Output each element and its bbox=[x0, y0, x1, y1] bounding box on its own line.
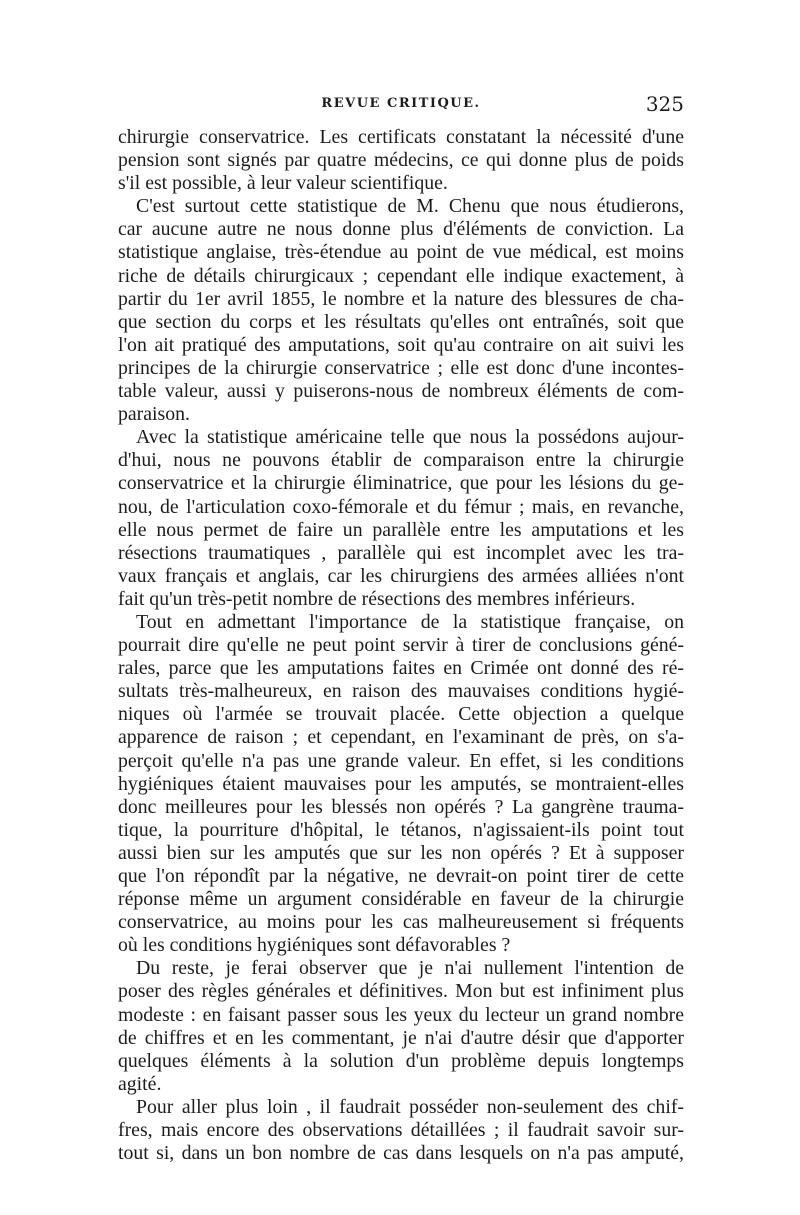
text-line: s'il est possible, à leur valeur scientifique. bbox=[118, 172, 448, 195]
text-line: pension sont signés par quatre médecins, ce qui donne plus de poids bbox=[118, 149, 684, 172]
text-line: car aucune autre ne nous donne plus d'éléments de conviction. La bbox=[118, 218, 684, 241]
running-title: REVUE CRITIQUE. bbox=[321, 96, 481, 111]
text-line: que l'on répondît par la négative, ne devrait-on point tirer de cette bbox=[118, 865, 684, 887]
text-line: Du reste, je ferai observer que je n'ai nullement l'intention de bbox=[136, 957, 684, 980]
text-line: d'hui, nous ne pouvons établir de comparaison entre la chirurgie bbox=[118, 449, 684, 472]
text-line: chirurgie conservatrice. Les certificats constatant la nécessité d'une bbox=[118, 126, 684, 148]
text-line: statistique anglaise, très-étendue au point de vue médical, est moins bbox=[118, 241, 684, 264]
text-line: où les conditions hygiéniques sont défavorables ? bbox=[118, 934, 511, 957]
text-line: C'est surtout cette statistique de M. Chenu que nous étudierons, bbox=[136, 195, 684, 218]
page-number: 325 bbox=[645, 92, 684, 116]
text-line: sultats très-malheureux, en raison des mauvaises conditions hygié- bbox=[118, 680, 684, 703]
text-line: nou, de l'articulation coxo-fémorale et du fémur ; mais, en revanche, bbox=[118, 495, 684, 518]
text-line: résections traumatiques , parallèle qui est incomplet avec les tra- bbox=[118, 541, 684, 564]
text-line: riche de détails chirurgicaux ; cependant elle indique exactement, à bbox=[118, 264, 684, 287]
text-line: partir du 1er avril 1855, le nombre et la nature des blessures de cha- bbox=[118, 287, 684, 310]
text-line: paraison. bbox=[118, 403, 190, 426]
text-line: conservatrice et la chirurgie éliminatrice, que pour les lésions du ge- bbox=[118, 472, 684, 495]
text-line: tique, la pourriture d'hôpital, le tétanos, n'agissaient-ils point tout bbox=[118, 818, 684, 841]
text-line: pourrait dire qu'elle ne peut point servir à tirer de conclusions géné- bbox=[118, 634, 684, 657]
text-line: quelques éléments à la solution d'un problème depuis longtemps bbox=[118, 1049, 684, 1072]
text-line: Pour aller plus loin , il faudrait posséder non-seulement des chif- bbox=[136, 1095, 684, 1118]
text-line: aussi bien sur les amputés que sur les non opérés ? Et à supposer bbox=[118, 841, 684, 864]
text-line: l'on ait pratiqué des amputations, soit qu'au contraire on ait suivi les bbox=[118, 333, 684, 356]
text-line: conservatrice, au moins pour les cas malheureusement si fréquents bbox=[118, 911, 684, 934]
text-line: fait qu'un très-petit nombre de résections des membres inférieurs. bbox=[118, 587, 636, 610]
text-line: fres, mais encore des observations détaillées ; il faudrait savoir sur- bbox=[118, 1119, 684, 1142]
text-line: elle nous permet de faire un parallèle entre les amputations et les bbox=[118, 518, 684, 541]
text-line: donc meilleures pour les blessés non opérés ? La gangrène trauma- bbox=[118, 795, 684, 818]
running-header bbox=[118, 92, 684, 120]
text-line: Tout en admettant l'importance de la statistique française, on bbox=[136, 610, 684, 633]
body-text bbox=[118, 126, 684, 1165]
text-line: hygiéniques étaient mauvaises pour les amputés, se montraient-elles bbox=[118, 772, 684, 795]
text-line: poser des règles générales et définitives. Mon but est infiniment plus bbox=[118, 980, 684, 1003]
text-line: table valeur, aussi y puiserons-nous de nombreux éléments de com- bbox=[118, 380, 684, 403]
text-line: apparence de raison ; et cependant, en l'examinant de près, on s'a- bbox=[118, 726, 684, 749]
text-line: principes de la chirurgie conservatrice ; elle est donc d'une incontes- bbox=[118, 356, 684, 379]
text-line: vaux français et anglais, car les chirurgiens des armées alliées n'ont bbox=[118, 564, 684, 587]
text-line: rales, parce que les amputations faites en Crimée ont donné des ré- bbox=[118, 657, 684, 680]
text-line: perçoit qu'elle n'a pas une grande valeur. En effet, si les conditions bbox=[118, 749, 684, 772]
text-line: agité. bbox=[118, 1072, 162, 1095]
text-line: de chiffres et en les commentant, je n'ai d'autre désir que d'apporter bbox=[118, 1026, 684, 1049]
text-line: niques où l'armée se trouvait placée. Cette objection a quelque bbox=[118, 703, 684, 726]
text-line: tout si, dans un bon nombre de cas dans lesquels on n'a pas amputé, bbox=[118, 1142, 684, 1165]
text-line: que section du corps et les résultats qu'elles ont entraînés, soit que bbox=[118, 310, 684, 333]
text-line: modeste : en faisant passer sous les yeux du lecteur un grand nombre bbox=[118, 1003, 684, 1026]
text-line: Avec la statistique américaine telle que nous la possédons aujour- bbox=[136, 426, 684, 449]
text-line: réponse même un argument considérable en faveur de la chirurgie bbox=[118, 888, 684, 911]
